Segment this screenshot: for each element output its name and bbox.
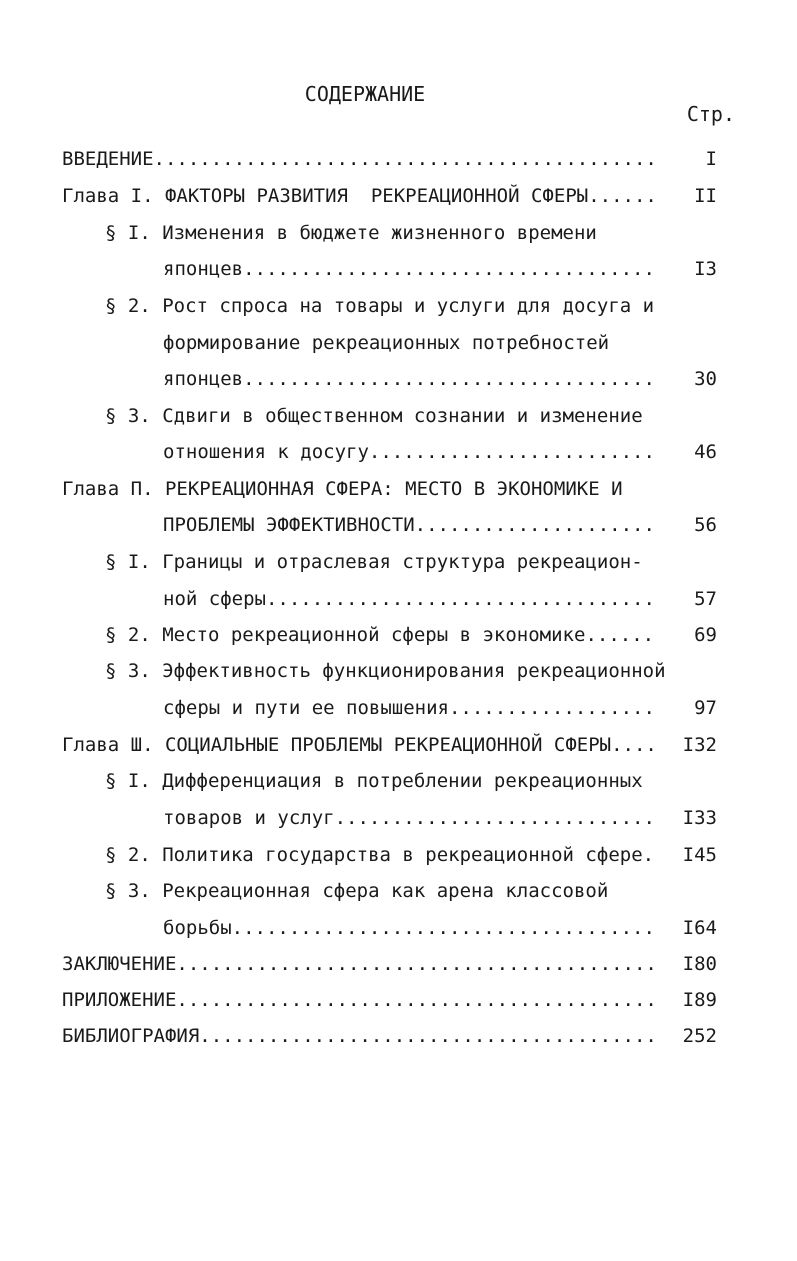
toc-line: [62, 1023, 657, 1049]
toc-entry-text: товаров и услуг: [163, 807, 335, 829]
toc-entry-text: § I. Границы и отраслевая структура рекреацион-: [105, 551, 643, 573]
toc-page-number: I80: [682, 953, 717, 975]
toc-line: [163, 330, 609, 356]
toc-entry-text: § 3. Рекреационная сфера как арена классовой: [105, 880, 609, 902]
toc-entry-text: ПРОБЛЕМЫ ЭФФЕКТИВНОСТИ: [163, 514, 415, 536]
toc-line: [105, 768, 643, 794]
toc-page-number: II: [694, 185, 717, 207]
toc-line: [62, 987, 657, 1013]
toc-page-number: 97: [694, 697, 717, 719]
toc-line: [62, 951, 657, 977]
toc-line: [105, 549, 643, 575]
toc-line: [62, 732, 657, 758]
toc-line: [163, 366, 657, 392]
dot-leader: [611, 732, 657, 758]
toc-entry-text: § 3. Сдвиги в общественном сознании и изменение: [105, 405, 643, 427]
toc-entry-text: ной сферы: [163, 588, 266, 610]
toc-line: [62, 183, 657, 209]
toc-line: [163, 805, 657, 831]
toc-entry-text: § 2. Политика государства в рекреационной сфере: [105, 844, 643, 866]
toc-line: [163, 586, 657, 612]
toc-page-number: I3: [694, 258, 717, 280]
toc-page-number: 252: [682, 1025, 717, 1047]
toc-entry-text: § I. Изменения в бюджете жизненного времени: [105, 222, 597, 244]
toc-line: [105, 622, 657, 648]
dot-leader: [335, 805, 657, 831]
toc-line: [105, 658, 666, 684]
dot-leader: [449, 695, 657, 721]
toc-entry-text: ЗАКЛЮЧЕНИЕ: [62, 953, 177, 975]
toc-line: [105, 293, 654, 319]
toc-line: [105, 220, 597, 246]
toc-entry-text: японцев: [163, 368, 244, 390]
toc-page-number: I89: [682, 989, 717, 1011]
toc-line: [163, 512, 657, 538]
dot-leader: [243, 256, 657, 282]
toc-page-number: I64: [682, 917, 717, 939]
toc-page-number: I45: [682, 844, 717, 866]
toc-entry-text: § 2. Место рекреационной сферы в экономике: [105, 624, 586, 646]
toc-entry-text: БИБЛИОГРАФИЯ: [62, 1025, 200, 1047]
toc-page-number: 56: [694, 514, 717, 536]
toc-entry-text: Глава Ш. СОЦИАЛЬНЫЕ ПРОБЛЕМЫ РЕКРЕАЦИОННОЙ СФЕРЫ: [62, 734, 612, 756]
toc-entry-text: § I. Дифференциация в потреблении рекреационных: [105, 770, 643, 792]
toc-line: [163, 256, 657, 282]
toc-entry-text: ВВЕДЕНИЕ: [62, 148, 154, 170]
dot-leader: [176, 951, 657, 977]
toc-entry-text: борьбы: [163, 917, 232, 939]
toc-entry-text: отношения к досугу: [163, 441, 369, 463]
dot-leader: [266, 586, 657, 612]
toc-line: [163, 439, 657, 465]
toc-line: [105, 842, 657, 868]
toc-entry-text: Глава I. ФАКТОРЫ РАЗВИТИЯ РЕКРЕАЦИОННОЙ СФЕРЫ: [62, 185, 589, 207]
dot-leader: [232, 915, 657, 941]
dot-leader: [154, 146, 657, 172]
dot-leader: [199, 1023, 657, 1049]
toc-entry-text: японцев: [163, 258, 244, 280]
dot-leader: [643, 842, 657, 868]
toc-line: [105, 878, 608, 904]
dot-leader: [588, 183, 657, 209]
toc-line: [163, 695, 657, 721]
toc-page-number: 30: [694, 368, 717, 390]
dot-leader: [585, 622, 657, 648]
dot-leader: [415, 512, 657, 538]
page-column-label: Стр.: [686, 102, 735, 126]
dot-leader: [176, 987, 657, 1013]
toc-page-number: 57: [694, 588, 717, 610]
toc-page-number: I: [705, 148, 717, 170]
dot-leader: [243, 366, 657, 392]
toc-page-number: 46: [694, 441, 717, 463]
dot-leader: [369, 439, 657, 465]
toc-line: [163, 915, 657, 941]
toc-entry-text: сферы и пути ее повышения: [163, 697, 449, 719]
toc-page-number: 69: [694, 624, 717, 646]
toc-page-number: I33: [682, 807, 717, 829]
toc-entry-text: ПРИЛОЖЕНИЕ: [62, 989, 177, 1011]
toc-entry-text: § 2. Рост спроса на товары и услуги для досуга и: [105, 295, 655, 317]
toc-page-number: I32: [682, 734, 717, 756]
toc-entry-text: § 3. Эффективность функционирования рекреационной: [105, 660, 666, 682]
toc-line: [105, 403, 643, 429]
toc-entry-text: Глава П. РЕКРЕАЦИОННАЯ СФЕРА: МЕСТО В ЭКОНОМИКЕ И: [62, 478, 623, 500]
toc-line: [62, 476, 623, 502]
page-title: СОДЕРЖАНИЕ: [304, 82, 426, 106]
toc-entry-text: формирование рекреационных потребностей: [163, 332, 610, 354]
toc-line: [62, 146, 657, 172]
